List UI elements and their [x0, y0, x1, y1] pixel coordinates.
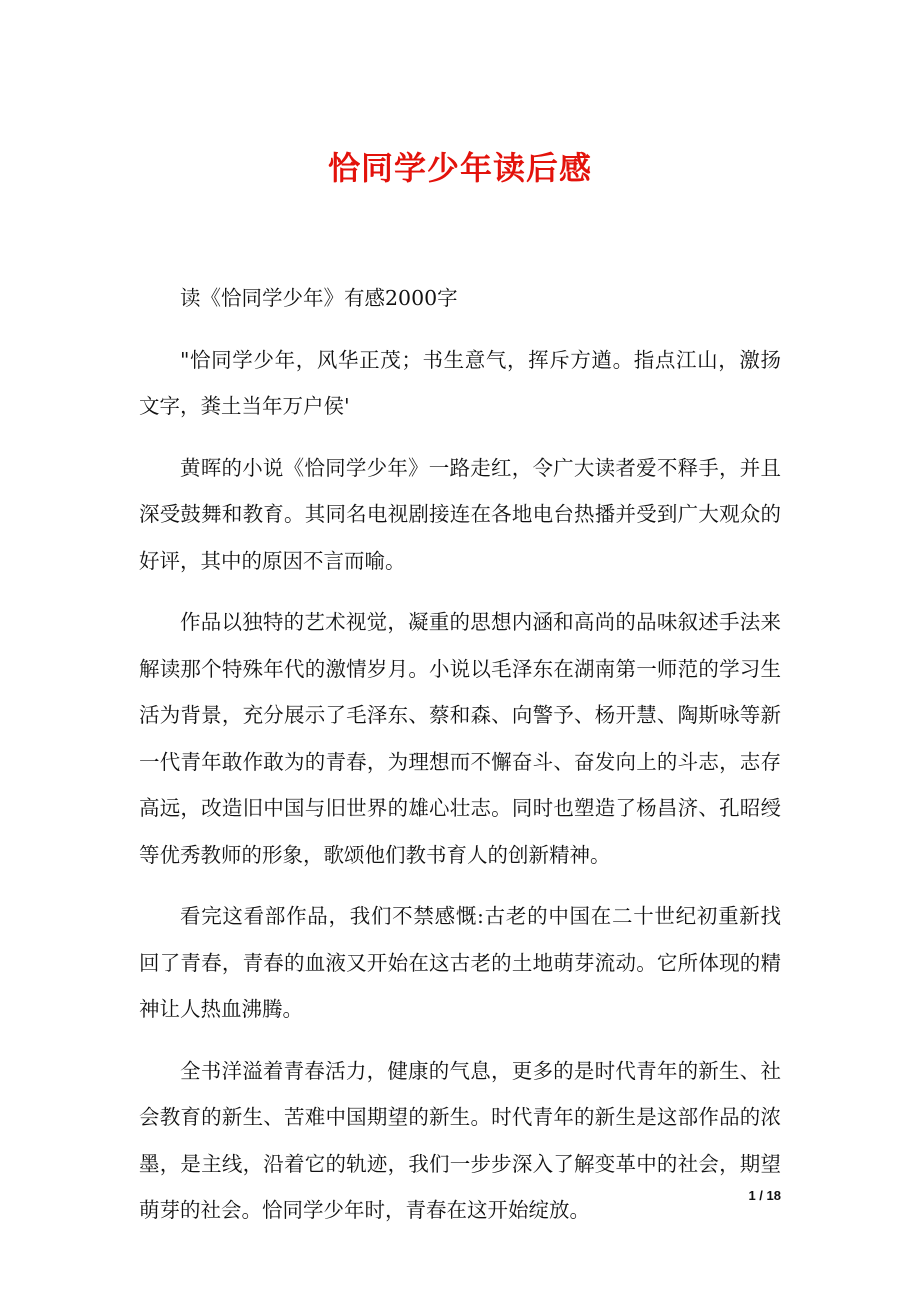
paragraph-content: 作品以独特的艺术视觉，凝重的思想内涵和高尚的品味叙述手法来解读那个特殊年代的激情岁月。小说以毛泽东在湖南第一师范的学习生活为背景，充分展示了毛泽东、蔡和森、向警予、杨开慧、陶斯咏等新一代青年敢作敢为的青春，为理想而不懈奋斗、奋发向上的斗志，志存高远，改造旧中国与旧世界的雄心壮志。同时也塑造了杨昌济、孔昭绶等优秀教师的形象，歌颂他们教书育人的创新精神。: [139, 610, 781, 867]
paragraph-subtitle: 读《恰同学少年》有感2000字: [180, 286, 458, 310]
document-title: 恰同学少年读后感: [327, 149, 592, 187]
document-body: [139, 275, 781, 1249]
page-number: 1 / 18: [748, 1188, 781, 1203]
paragraph-intro: 黄晖的小说《恰同学少年》一路走红，令广大读者爱不释手，并且深受鼓舞和教育。其同名电视剧接连在各地电台热播并受到广大观众的好评，其中的原因不言而喻。: [139, 455, 781, 573]
paragraph-quote: "恰同学少年，风华正茂；书生意气，挥斥方遒。指点江山，激扬文字，粪土当年万户侯': [139, 347, 781, 418]
paragraph-theme: 全书洋溢着青春活力，健康的气息，更多的是时代青年的新生、社会教育的新生、苦难中国期望的新生。时代青年的新生是这部作品的浓墨，是主线，沿着它的轨迹，我们一步步深入了解变革中的社会，期望萌芽的社会。恰同学少年时，青春在这开始绽放。: [139, 1058, 781, 1222]
paragraph-reflection: 看完这看部作品，我们不禁感慨:古老的中国在二十世纪初重新找回了青春，青春的血液又开始在这古老的土地萌芽流动。它所体现的精神让人热血沸腾。: [139, 904, 781, 1021]
